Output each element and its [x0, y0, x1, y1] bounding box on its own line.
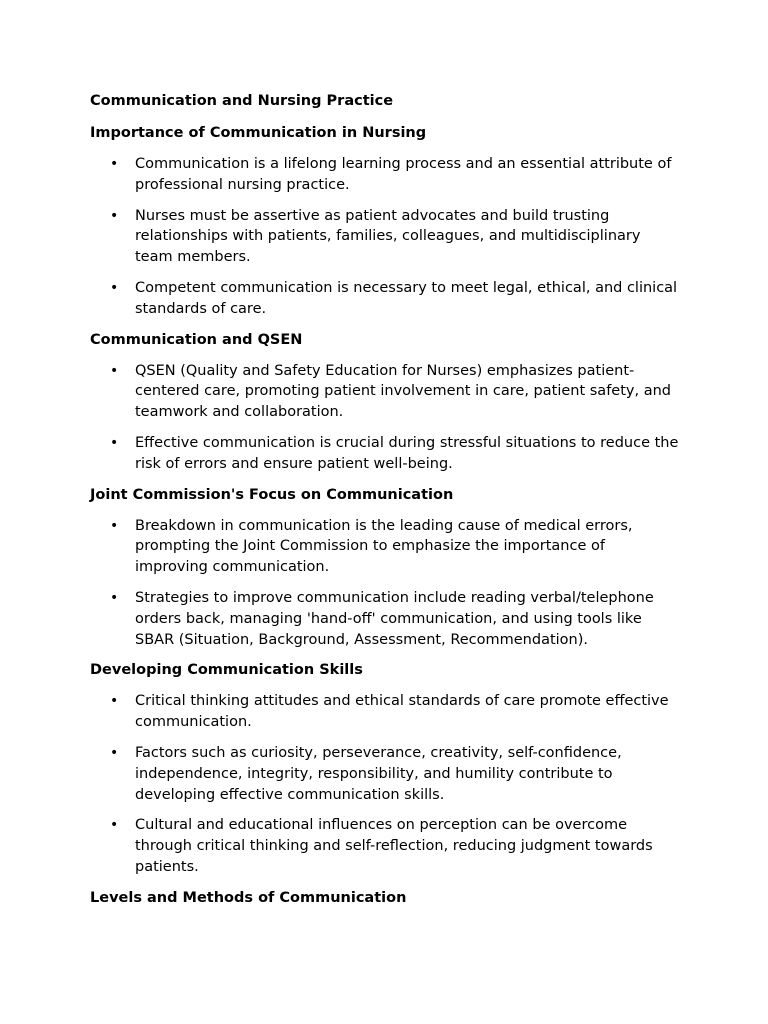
list-item	[90, 206, 680, 268]
list-item-text: Breakdown in communication is the leading cause of medical errors, prompting the Joint Commission to emphasize the importance of improving communication.	[135, 517, 633, 576]
bullet-icon: •	[110, 517, 119, 534]
list-item	[90, 361, 680, 423]
list-item	[90, 278, 680, 320]
list-item-text: Strategies to improve communication include reading verbal/telephone orders back, managing 'hand-off' communication, and using tools like SBAR (Situation, Background, Assessment, Recommendation).	[135, 589, 654, 648]
bullet-icon: •	[110, 744, 119, 761]
list-item	[90, 433, 680, 475]
document-page	[90, 91, 680, 919]
document-section	[90, 123, 680, 320]
document-section	[90, 485, 680, 651]
list-item-text: Nurses must be assertive as patient advocates and build trusting relationships with patients, families, colleagues, and multidisciplinary team members.	[135, 207, 641, 266]
section-heading: Joint Commission's Focus on Communication	[90, 486, 454, 503]
list-item	[90, 588, 680, 650]
section-heading: Developing Communication Skills	[90, 662, 363, 679]
section-heading: Importance of Communication in Nursing	[90, 125, 427, 141]
document-section	[90, 888, 680, 908]
bullet-icon: •	[110, 207, 119, 224]
list-item-text: Cultural and educational influences on perception can be overcome through critical thinking and self-reflection, reducing judgment towards patients.	[135, 817, 653, 875]
list-item	[90, 815, 680, 877]
bullet-icon: •	[110, 817, 119, 834]
list-item-text: Factors such as curiosity, perseverance, creativity, self-confidence, independence, integrity, responsibility, and humility contribute to developing effective communication skills.	[135, 744, 622, 803]
bullet-icon: •	[110, 156, 119, 172]
bullet-icon: •	[110, 589, 119, 606]
list-item-text: Competent communication is necessary to meet legal, ethical, and clinical standards of care.	[135, 279, 678, 317]
bullet-icon: •	[110, 362, 119, 379]
bullet-icon: •	[110, 279, 119, 296]
document-section	[90, 660, 680, 877]
list-item-text: QSEN (Quality and Safety Education for Nurses) emphasizes patient-centered care, promoting patient involvement in care, patient safety, and teamwork and collaboration.	[135, 362, 671, 421]
list-item	[90, 743, 680, 805]
bullet-list	[90, 516, 680, 651]
bullet-icon: •	[110, 434, 119, 451]
list-item-text: Critical thinking attitudes and ethical standards of care promote effective communication.	[135, 693, 669, 731]
document-body	[90, 123, 680, 908]
list-item-text: Effective communication is crucial during stressful situations to reduce the risk of errors and ensure patient well-being.	[135, 434, 679, 472]
section-heading: Levels and Methods of Communication	[90, 889, 407, 906]
bullet-icon: •	[110, 693, 119, 710]
bullet-list	[90, 361, 680, 475]
list-item-text: Communication is a lifelong learning process and an essential attribute of professional nursing practice.	[135, 156, 672, 193]
document-title: Communication and Nursing Practice	[90, 93, 394, 109]
list-item	[90, 691, 680, 733]
bullet-list	[90, 154, 680, 320]
document-section	[90, 330, 680, 475]
section-heading: Communication and QSEN	[90, 331, 303, 348]
bullet-list	[90, 691, 680, 877]
list-item	[90, 154, 680, 196]
list-item	[90, 516, 680, 578]
